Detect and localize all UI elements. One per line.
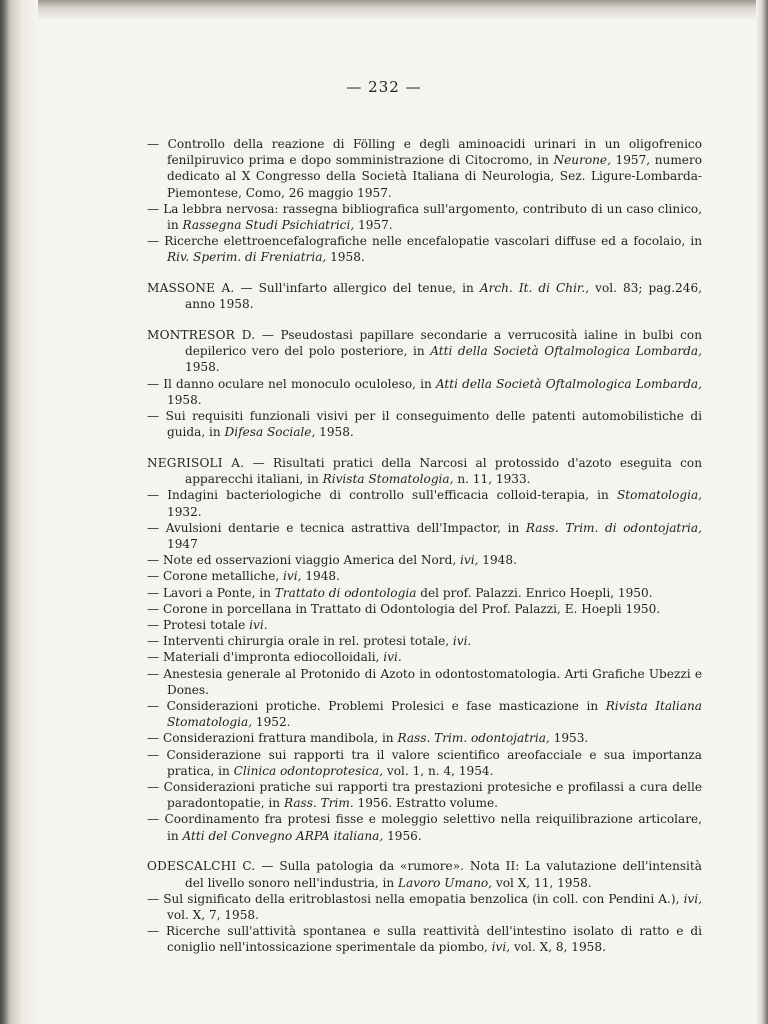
entry-text: Il danno oculare nel monoculo oculoleso, in [163,376,436,391]
bibliography-entry [147,858,702,890]
bibliography-section [147,280,702,312]
publication-title: Stomatologia, [616,488,702,503]
entry-text: Corone metalliche, [162,569,284,584]
entry-text: 1957. [354,218,393,233]
bibliography-entry [147,779,702,811]
entry-dash: — [147,520,166,535]
entry-text: Sui requisiti funzionali visivi per il conseguimento delle patenti automobilistiche di guida, in [165,409,702,440]
publication-title: ivi, [460,553,479,568]
bibliography-entry [147,649,702,665]
author-name: NEGRISOLI A. [147,455,245,470]
entry-dash: — [147,924,167,939]
entry-text: 1958. [326,250,365,265]
entry-text: Considerazioni frattura mandibola, in [162,731,398,746]
entry-dash: — [147,747,167,762]
entry-text: Sul significato della eritroblastosi nella emopatia benzolica (in coll. con Pendini A.), [163,891,684,906]
entry-text: 1953. [549,731,589,746]
entry-text: vol. X, 7, 1958. [167,907,259,922]
publication-title: Lavoro Umano, [397,875,493,890]
publication-title: Clinica odontoprotesica, [233,763,384,778]
entry-text: 1958. [315,425,354,440]
entry-dash: — [147,409,166,424]
entry-text: 1932. [167,504,202,519]
bibliography-section [147,136,702,266]
bibliography-entry [147,747,702,779]
bibliography-entry [147,520,702,552]
bibliography-section [147,327,702,440]
publication-title: ivi, [683,891,702,906]
entry-text: Ricerche sull'attività spontanea e sulla reattività dell'intestino isolato di ratto e di coniglio nell'intossicazione sperimentale da piombo, [166,924,702,955]
entry-text: — Sulla patologia da «rumore». Nota II: La valutazione dell'intensità del livello sonoro nell'industria, in [185,859,702,890]
page-number: — 232 — [346,78,422,96]
entry-dash: — [147,553,163,568]
bibliography-entry [147,487,702,519]
page-right-edge [756,0,768,1024]
entry-dash: — [147,699,167,713]
entry-dash: — [147,234,165,249]
entry-text: vol. X, 8, 1958. [510,940,606,955]
entry-text: Lavori a Ponte, in [162,585,275,600]
publication-title: ivi. [452,634,472,649]
entry-text: 1947 [167,536,198,551]
bibliography-section [147,858,702,955]
bibliography-entry [147,617,702,633]
publication-title: Rivista Stomatologia, [322,472,454,487]
publication-title: ivi. [249,617,268,632]
entry-text: Protesi totale [162,617,250,632]
entry-text: Anestesia generale al Protonido di Azoto in odontostomatologia. Arti Grafiche Ubezzi e Dones. [163,666,702,697]
entry-text: 1957, numero dedicato al X Congresso della Società Italiana di Neurologia, Sez. Ligure-Lombarda-Piemontese, Como, 26 maggio 1957. [167,153,703,200]
author-name: MASSONE A. [147,281,235,296]
bibliography-entry [147,730,702,746]
entry-dash: — [147,585,163,600]
entry-text: vol. 1, n. 4, 1954. [383,763,494,778]
publication-title: Atti della Società Oftalmologica Lombarda, [430,344,702,359]
bibliography-entry [147,280,702,312]
entry-text: n. 11, 1933. [453,472,531,487]
entry-text: 1956. Estratto volume. [353,796,498,811]
publication-title: Arch. It. di Chir., [479,281,590,296]
bibliography-entry [147,891,702,923]
entry-text: 1948. [301,569,340,584]
entry-text: 1956. [383,828,422,843]
bibliography-entry [147,376,702,408]
bibliography-entry [147,408,702,440]
entry-text: 1958. [185,360,220,375]
author-name: MONTRESOR D. [147,328,256,343]
bibliography-entry [147,568,702,584]
entry-dash: — [147,666,164,681]
publication-title: Difesa Sociale, [224,425,316,440]
entry-dash: — [147,569,163,584]
entry-text: Ricerche elettroencefalografiche nelle encefalopatie vascolari diffuse ed a focolaio, in [164,234,702,249]
bibliography-entry [147,233,702,265]
publication-title: ivi, [491,940,511,955]
bibliography-entry [147,585,702,601]
entry-dash: — [147,488,168,503]
entry-text: del prof. Palazzi. Enrico Hoepli, 1950. [416,585,653,600]
bibliography-section [147,455,702,844]
entry-text: — Risultati pratici della Narcosi al protossido d'azoto eseguita con apparecchi italiani, in [185,455,702,487]
publication-title: Neurone, [553,153,611,168]
entry-text: Considerazione sui rapporti tra il valore scientifico areofacciale e sua importanza pratica, in [166,747,702,778]
entry-text: 1948. [478,553,517,568]
bibliography-list [147,136,702,970]
bibliography-entry [147,666,702,698]
bibliography-entry [147,327,702,376]
entry-dash: — [147,650,163,665]
entry-dash: — [147,617,163,632]
bibliography-entry [147,552,702,568]
entry-text: Interventi chirurgia orale in rel. protesi totale, [162,634,453,649]
entry-text: Controllo della reazione di Fölling e degli aminoacidi urinari in un oligofrenico fenilpiruvico prima e dopo somministrazione di Citocromo, in [167,137,702,168]
entry-text: Note ed osservazioni viaggio America del Nord, [162,553,461,568]
entry-text: Considerazioni protiche. Problemi Prolesici e fase masticazione in [166,699,606,713]
publication-title: ivi, [283,569,302,584]
publication-title: Trattato di odontologia [274,585,417,600]
entry-text: Indagini bacteriologiche di controllo sull'efficacia colloid-terapia, in [167,488,617,503]
publication-title: Rass. Trim. di odontojatria, [525,520,702,535]
book-binding-edge [0,0,38,1024]
entry-dash: — [147,376,164,391]
entry-text: Considerazioni pratiche sui rapporti tra prestazioni protesiche e profilassi a cura delle paradontopatie, in [163,780,702,811]
publication-title: Rivista Italiana Stomatologia, [167,699,702,730]
entry-text: — Sull'infarto allergico del tenue, in [234,281,480,296]
entry-text: 1958. [167,392,202,407]
entry-text: Materiali d'impronta ediocolloidali, [162,650,384,665]
bibliography-entry [147,455,702,487]
entry-dash: — [147,634,163,649]
bibliography-entry [147,201,702,233]
entry-text: Corone in porcellana in Trattato di Odontologia del Prof. Palazzi, E. Hoepli 1950. [162,601,661,616]
entry-text: vol X, 11, 1958. [492,875,592,890]
publication-title: Rass. Trim. odontojatria, [397,731,550,746]
entry-text: — Pseudostasi papillare secondarie a verrucosità ialine in bulbi con depilerico vero del polo posteriore, in [185,328,702,359]
publication-title: Riv. Sperim. di Freniatria, [167,250,327,265]
entry-dash: — [147,601,163,616]
bibliography-entry [147,601,702,617]
entry-dash: — [147,201,164,216]
publication-title: Rass. Trim. [283,796,354,811]
entry-dash: — [147,780,164,795]
entry-text: 1952. [252,715,291,730]
entry-dash: — [147,891,164,906]
author-name: ODESCALCHI C. [147,859,256,874]
publication-title: Rassegna Studi Psichiatrici, [182,218,355,233]
entry-text: vol. 83; pag.246, anno 1958. [185,281,702,312]
bibliography-entry [147,811,702,843]
entry-text: La lebbra nervosa: rassegna bibliografica sull'argomento, contributo di un caso clinico, in [163,201,702,233]
bibliography-entry [147,136,702,201]
bibliography-entry [147,698,702,730]
entry-text: Avulsioni dentarie e tecnica astrattiva dell'Impactor, in [165,520,526,535]
entry-text: Coordinamento fra protesi fisse e moleggio selettivo nella reiquilibrazione articolare, in [164,812,702,843]
publication-title: Atti del Convegno ARPA italiana, [182,828,384,843]
bibliography-entry [147,923,702,955]
page-top-edge [0,0,768,20]
bibliography-entry [147,633,702,649]
entry-dash: — [147,812,165,827]
publication-title: ivi. [383,650,402,665]
publication-title: Atti della Società Oftalmologica Lombarda, [435,376,702,391]
entry-dash: — [147,137,168,151]
entry-dash: — [147,731,163,746]
